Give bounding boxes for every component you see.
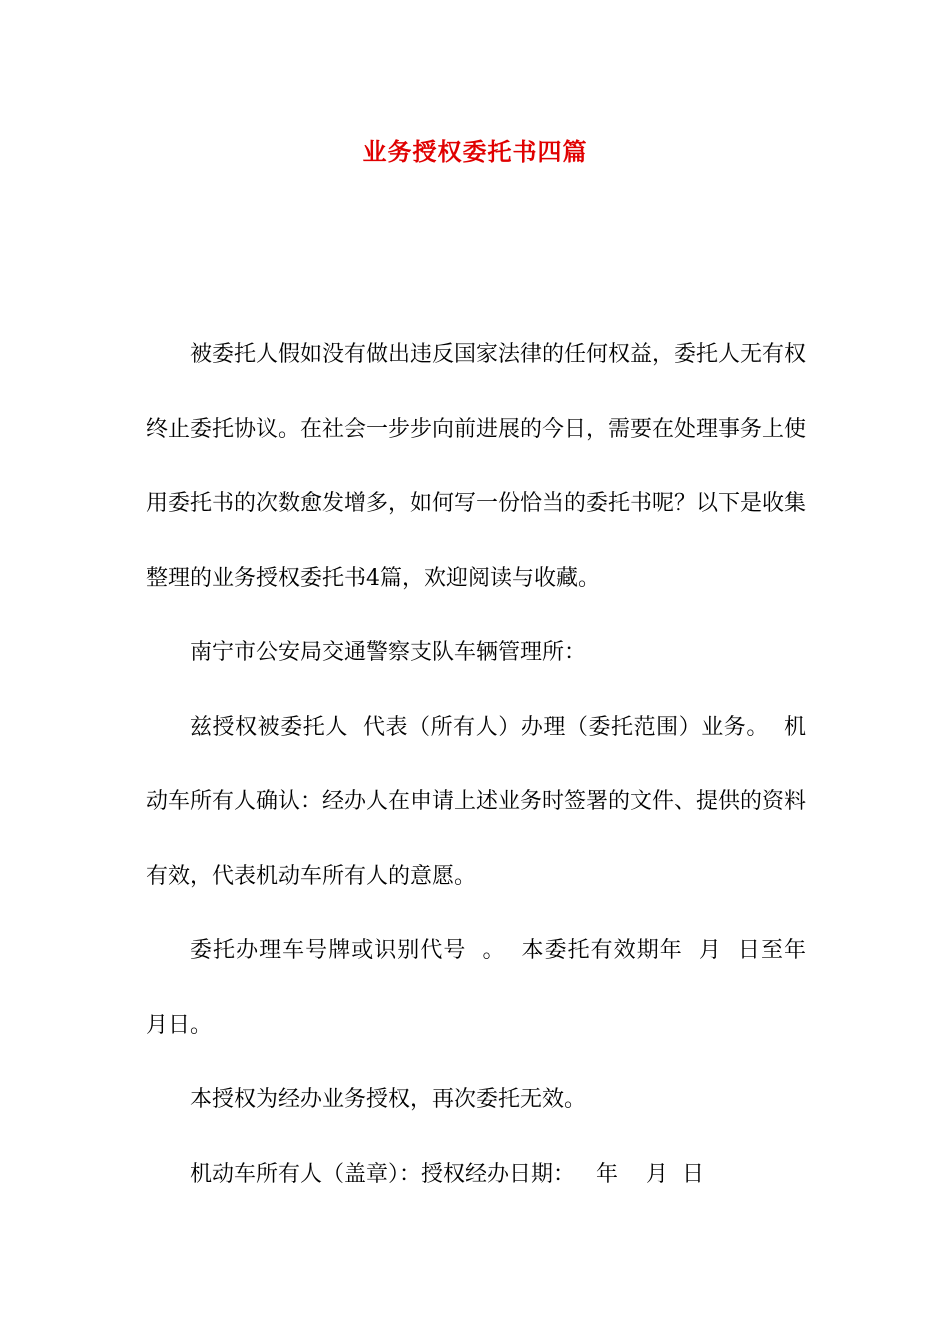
- document-title: 业务授权委托书四篇: [362, 137, 588, 166]
- paragraph-authorization: 兹授权被委托人 代表（所有人）办理（委托范围）业务。 机动车所有人确认：经办人在申请上述业务时签署的文件、提供的资料有效，代表机动车所有人的意愿。: [146, 714, 807, 889]
- paragraph-validity: 委托办理车号牌或识别代号 。 本委托有效期年 月 日至年 月日。: [146, 938, 820, 1038]
- paragraph-addressee: 南宁市公安局交通警察支队车辆管理所：: [190, 640, 587, 665]
- paragraph-note: 本授权为经办业务授权，再次委托无效。: [190, 1087, 587, 1112]
- document-body: [146, 318, 820, 1212]
- paragraph-signature: 机动车所有人（盖章）：授权经办日期： 年 月 日: [190, 1161, 704, 1187]
- paragraph-intro: 被委托人假如没有做出违反国家法律的任何权益，委托人无有权终止委托协议。在社会一步步向前进展的今日，需要在处理事务上使用委托书的次数愈发增多，如何写一份恰当的委托书呢？以下是收集整理的业务授权委托书4篇，欢迎阅读与收藏。: [146, 342, 807, 591]
